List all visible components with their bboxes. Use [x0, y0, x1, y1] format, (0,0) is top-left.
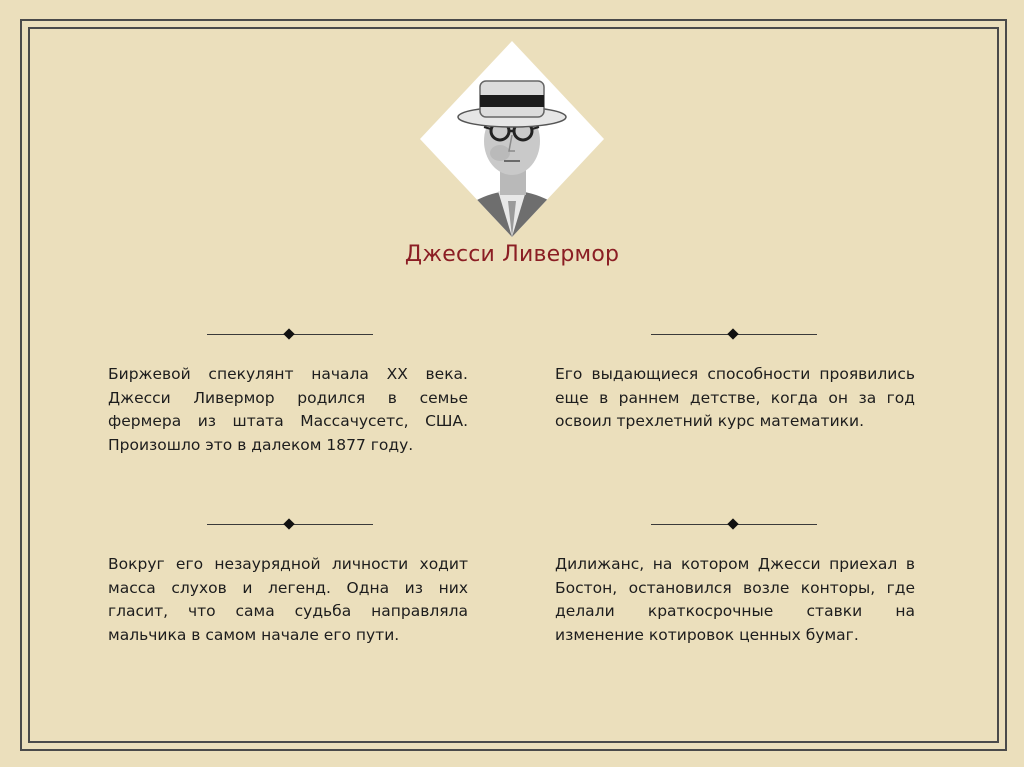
page-title: Джесси Ливермор — [404, 242, 620, 267]
paragraph-biography: Биржевой спекулянт начала XX века. Джесси Ливермор родился в семье фермера из штата Массачусетс, США. Произошло это в далеком 1877 году. — [108, 365, 468, 454]
paragraph-childhood: Его выдающиеся способности проявились еще в раннем детстве, когда он за год освоил трехлетний курс математики. — [555, 365, 915, 430]
divider-top-right — [651, 329, 817, 341]
divider-bottom-right — [651, 519, 817, 531]
paragraph-legends: Вокруг его незаурядной личности ходит масса слухов и легенд. Одна из них гласит, что сама судьба направляла мальчика в самом начале его пути. — [108, 555, 468, 644]
diamond-icon — [727, 518, 738, 529]
diamond-icon — [283, 328, 294, 339]
diamond-icon — [727, 328, 738, 339]
diamond-icon — [283, 518, 294, 529]
divider-bottom-left — [207, 519, 373, 531]
paragraph-boston: Дилижанс, на котором Джесси приехал в Бостон, остановился возле конторы, где делали краткосрочные ставки на изменение котировок ценных бумаг. — [555, 555, 915, 644]
portrait-photo — [420, 41, 604, 237]
divider-top-left — [207, 329, 373, 341]
